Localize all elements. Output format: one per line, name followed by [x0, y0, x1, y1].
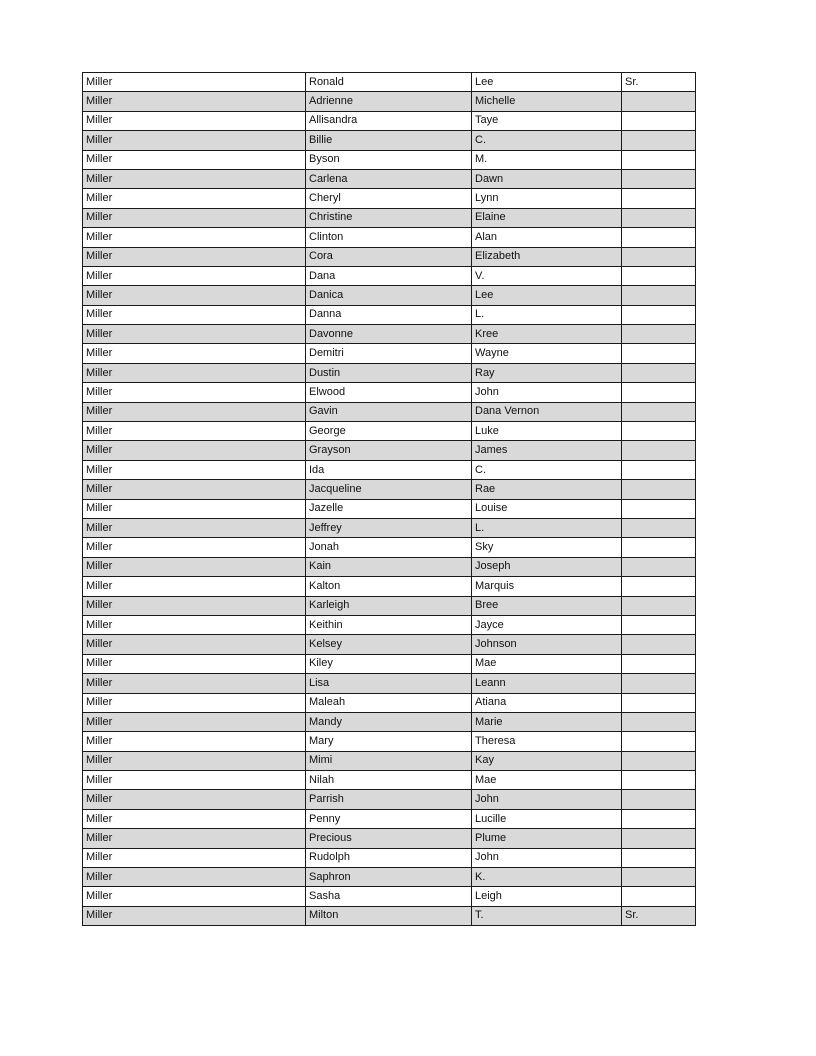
- last-name-cell: Miller: [83, 596, 306, 615]
- middle-name-cell: Lee: [472, 73, 622, 92]
- last-name-cell: Miller: [83, 169, 306, 188]
- last-name-cell: Miller: [83, 73, 306, 92]
- table-row: [83, 305, 696, 324]
- suffix-cell: [622, 169, 696, 188]
- table-row: [83, 286, 696, 305]
- middle-name-cell: Mae: [472, 654, 622, 673]
- suffix-cell: [622, 228, 696, 247]
- first-name-cell: Danica: [306, 286, 472, 305]
- middle-name-cell: Elaine: [472, 208, 622, 227]
- last-name-cell: Miller: [83, 771, 306, 790]
- last-name-cell: Miller: [83, 286, 306, 305]
- last-name-cell: Miller: [83, 189, 306, 208]
- suffix-cell: [622, 577, 696, 596]
- table-row: [83, 868, 696, 887]
- table-row: [83, 790, 696, 809]
- last-name-cell: Miller: [83, 615, 306, 634]
- middle-name-cell: Wayne: [472, 344, 622, 363]
- suffix-cell: [622, 460, 696, 479]
- first-name-cell: Parrish: [306, 790, 472, 809]
- middle-name-cell: Joseph: [472, 557, 622, 576]
- suffix-cell: [622, 868, 696, 887]
- last-name-cell: Miller: [83, 441, 306, 460]
- suffix-cell: [622, 654, 696, 673]
- table-row: [83, 325, 696, 344]
- first-name-cell: Lisa: [306, 674, 472, 693]
- middle-name-cell: Ray: [472, 363, 622, 382]
- suffix-cell: [622, 712, 696, 731]
- table-row: [83, 732, 696, 751]
- first-name-cell: Ronald: [306, 73, 472, 92]
- first-name-cell: Sasha: [306, 887, 472, 906]
- names-table: [82, 72, 696, 926]
- first-name-cell: Dustin: [306, 363, 472, 382]
- last-name-cell: Miller: [83, 790, 306, 809]
- middle-name-cell: L.: [472, 305, 622, 324]
- suffix-cell: Sr.: [622, 906, 696, 925]
- last-name-cell: Miller: [83, 325, 306, 344]
- last-name-cell: Miller: [83, 751, 306, 770]
- last-name-cell: Miller: [83, 732, 306, 751]
- middle-name-cell: Jayce: [472, 615, 622, 634]
- table-row: [83, 422, 696, 441]
- suffix-cell: [622, 189, 696, 208]
- table-row: [83, 131, 696, 150]
- first-name-cell: Danna: [306, 305, 472, 324]
- middle-name-cell: M.: [472, 150, 622, 169]
- suffix-cell: [622, 286, 696, 305]
- suffix-cell: [622, 790, 696, 809]
- first-name-cell: Precious: [306, 829, 472, 848]
- suffix-cell: [622, 635, 696, 654]
- last-name-cell: Miller: [83, 499, 306, 518]
- last-name-cell: Miller: [83, 208, 306, 227]
- first-name-cell: Rudolph: [306, 848, 472, 867]
- suffix-cell: [622, 441, 696, 460]
- table-row: [83, 557, 696, 576]
- first-name-cell: Kain: [306, 557, 472, 576]
- middle-name-cell: James: [472, 441, 622, 460]
- first-name-cell: Billie: [306, 131, 472, 150]
- suffix-cell: [622, 208, 696, 227]
- last-name-cell: Miller: [83, 228, 306, 247]
- suffix-cell: [622, 402, 696, 421]
- last-name-cell: Miller: [83, 150, 306, 169]
- suffix-cell: [622, 809, 696, 828]
- middle-name-cell: Mae: [472, 771, 622, 790]
- table-row: [83, 228, 696, 247]
- suffix-cell: [622, 538, 696, 557]
- middle-name-cell: Plume: [472, 829, 622, 848]
- first-name-cell: Kalton: [306, 577, 472, 596]
- last-name-cell: Miller: [83, 809, 306, 828]
- last-name-cell: Miller: [83, 518, 306, 537]
- first-name-cell: Dana: [306, 266, 472, 285]
- first-name-cell: Nilah: [306, 771, 472, 790]
- first-name-cell: George: [306, 422, 472, 441]
- last-name-cell: Miller: [83, 480, 306, 499]
- table-row: [83, 693, 696, 712]
- first-name-cell: Mimi: [306, 751, 472, 770]
- table-row: [83, 771, 696, 790]
- suffix-cell: [622, 518, 696, 537]
- middle-name-cell: Marie: [472, 712, 622, 731]
- table-row: [83, 266, 696, 285]
- middle-name-cell: Lucille: [472, 809, 622, 828]
- suffix-cell: [622, 325, 696, 344]
- table-row: [83, 208, 696, 227]
- last-name-cell: Miller: [83, 131, 306, 150]
- table-row: [83, 499, 696, 518]
- middle-name-cell: Johnson: [472, 635, 622, 654]
- last-name-cell: Miller: [83, 538, 306, 557]
- middle-name-cell: Atiana: [472, 693, 622, 712]
- table-row: [83, 538, 696, 557]
- first-name-cell: Carlena: [306, 169, 472, 188]
- first-name-cell: Karleigh: [306, 596, 472, 615]
- middle-name-cell: T.: [472, 906, 622, 925]
- first-name-cell: Kelsey: [306, 635, 472, 654]
- first-name-cell: Byson: [306, 150, 472, 169]
- table-row: [83, 577, 696, 596]
- first-name-cell: Gavin: [306, 402, 472, 421]
- suffix-cell: [622, 751, 696, 770]
- table-row: [83, 809, 696, 828]
- suffix-cell: [622, 266, 696, 285]
- last-name-cell: Miller: [83, 266, 306, 285]
- middle-name-cell: C.: [472, 131, 622, 150]
- middle-name-cell: Taye: [472, 111, 622, 130]
- middle-name-cell: Rae: [472, 480, 622, 499]
- suffix-cell: [622, 771, 696, 790]
- suffix-cell: [622, 693, 696, 712]
- table-row: [83, 150, 696, 169]
- first-name-cell: Penny: [306, 809, 472, 828]
- last-name-cell: Miller: [83, 92, 306, 111]
- first-name-cell: Ida: [306, 460, 472, 479]
- table-row: [83, 189, 696, 208]
- last-name-cell: Miller: [83, 829, 306, 848]
- suffix-cell: [622, 150, 696, 169]
- middle-name-cell: Marquis: [472, 577, 622, 596]
- middle-name-cell: Leigh: [472, 887, 622, 906]
- middle-name-cell: Louise: [472, 499, 622, 518]
- first-name-cell: Maleah: [306, 693, 472, 712]
- table-row: [83, 518, 696, 537]
- names-table-body: [83, 73, 696, 926]
- suffix-cell: [622, 344, 696, 363]
- table-row: [83, 73, 696, 92]
- first-name-cell: Christine: [306, 208, 472, 227]
- first-name-cell: Jonah: [306, 538, 472, 557]
- last-name-cell: Miller: [83, 887, 306, 906]
- table-row: [83, 363, 696, 382]
- suffix-cell: [622, 732, 696, 751]
- first-name-cell: Mandy: [306, 712, 472, 731]
- middle-name-cell: Lynn: [472, 189, 622, 208]
- last-name-cell: Miller: [83, 557, 306, 576]
- last-name-cell: Miller: [83, 906, 306, 925]
- suffix-cell: [622, 848, 696, 867]
- last-name-cell: Miller: [83, 577, 306, 596]
- suffix-cell: [622, 92, 696, 111]
- first-name-cell: Clinton: [306, 228, 472, 247]
- middle-name-cell: K.: [472, 868, 622, 887]
- last-name-cell: Miller: [83, 247, 306, 266]
- last-name-cell: Miller: [83, 848, 306, 867]
- suffix-cell: [622, 615, 696, 634]
- suffix-cell: [622, 247, 696, 266]
- suffix-cell: Sr.: [622, 73, 696, 92]
- last-name-cell: Miller: [83, 402, 306, 421]
- suffix-cell: [622, 131, 696, 150]
- first-name-cell: Jeffrey: [306, 518, 472, 537]
- suffix-cell: [622, 422, 696, 441]
- table-row: [83, 712, 696, 731]
- last-name-cell: Miller: [83, 111, 306, 130]
- table-row: [83, 92, 696, 111]
- middle-name-cell: Alan: [472, 228, 622, 247]
- table-row: [83, 635, 696, 654]
- first-name-cell: Milton: [306, 906, 472, 925]
- table-row: [83, 751, 696, 770]
- middle-name-cell: Dawn: [472, 169, 622, 188]
- first-name-cell: Demitri: [306, 344, 472, 363]
- table-row: [83, 383, 696, 402]
- table-row: [83, 848, 696, 867]
- middle-name-cell: John: [472, 848, 622, 867]
- middle-name-cell: John: [472, 383, 622, 402]
- middle-name-cell: Kree: [472, 325, 622, 344]
- first-name-cell: Cheryl: [306, 189, 472, 208]
- table-row: [83, 111, 696, 130]
- table-row: [83, 402, 696, 421]
- middle-name-cell: John: [472, 790, 622, 809]
- first-name-cell: Elwood: [306, 383, 472, 402]
- middle-name-cell: L.: [472, 518, 622, 537]
- middle-name-cell: Lee: [472, 286, 622, 305]
- last-name-cell: Miller: [83, 383, 306, 402]
- table-row: [83, 674, 696, 693]
- table-row: [83, 247, 696, 266]
- middle-name-cell: Luke: [472, 422, 622, 441]
- suffix-cell: [622, 111, 696, 130]
- middle-name-cell: Leann: [472, 674, 622, 693]
- first-name-cell: Keithin: [306, 615, 472, 634]
- last-name-cell: Miller: [83, 460, 306, 479]
- table-row: [83, 344, 696, 363]
- last-name-cell: Miller: [83, 693, 306, 712]
- suffix-cell: [622, 557, 696, 576]
- first-name-cell: Jacqueline: [306, 480, 472, 499]
- table-row: [83, 887, 696, 906]
- first-name-cell: Davonne: [306, 325, 472, 344]
- first-name-cell: Grayson: [306, 441, 472, 460]
- suffix-cell: [622, 480, 696, 499]
- first-name-cell: Cora: [306, 247, 472, 266]
- table-row: [83, 169, 696, 188]
- middle-name-cell: Sky: [472, 538, 622, 557]
- first-name-cell: Kiley: [306, 654, 472, 673]
- middle-name-cell: Dana Vernon: [472, 402, 622, 421]
- table-row: [83, 596, 696, 615]
- middle-name-cell: C.: [472, 460, 622, 479]
- last-name-cell: Miller: [83, 363, 306, 382]
- suffix-cell: [622, 363, 696, 382]
- last-name-cell: Miller: [83, 868, 306, 887]
- table-row: [83, 829, 696, 848]
- middle-name-cell: V.: [472, 266, 622, 285]
- last-name-cell: Miller: [83, 635, 306, 654]
- middle-name-cell: Elizabeth: [472, 247, 622, 266]
- table-row: [83, 906, 696, 925]
- first-name-cell: Allisandra: [306, 111, 472, 130]
- first-name-cell: Jazelle: [306, 499, 472, 518]
- suffix-cell: [622, 887, 696, 906]
- middle-name-cell: Kay: [472, 751, 622, 770]
- suffix-cell: [622, 499, 696, 518]
- middle-name-cell: Theresa: [472, 732, 622, 751]
- table-row: [83, 615, 696, 634]
- suffix-cell: [622, 383, 696, 402]
- first-name-cell: Saphron: [306, 868, 472, 887]
- table-row: [83, 654, 696, 673]
- table-row: [83, 441, 696, 460]
- last-name-cell: Miller: [83, 305, 306, 324]
- last-name-cell: Miller: [83, 344, 306, 363]
- middle-name-cell: Bree: [472, 596, 622, 615]
- table-row: [83, 480, 696, 499]
- first-name-cell: Mary: [306, 732, 472, 751]
- first-name-cell: Adrienne: [306, 92, 472, 111]
- last-name-cell: Miller: [83, 712, 306, 731]
- suffix-cell: [622, 596, 696, 615]
- middle-name-cell: Michelle: [472, 92, 622, 111]
- suffix-cell: [622, 674, 696, 693]
- table-row: [83, 460, 696, 479]
- last-name-cell: Miller: [83, 422, 306, 441]
- last-name-cell: Miller: [83, 654, 306, 673]
- last-name-cell: Miller: [83, 674, 306, 693]
- suffix-cell: [622, 305, 696, 324]
- suffix-cell: [622, 829, 696, 848]
